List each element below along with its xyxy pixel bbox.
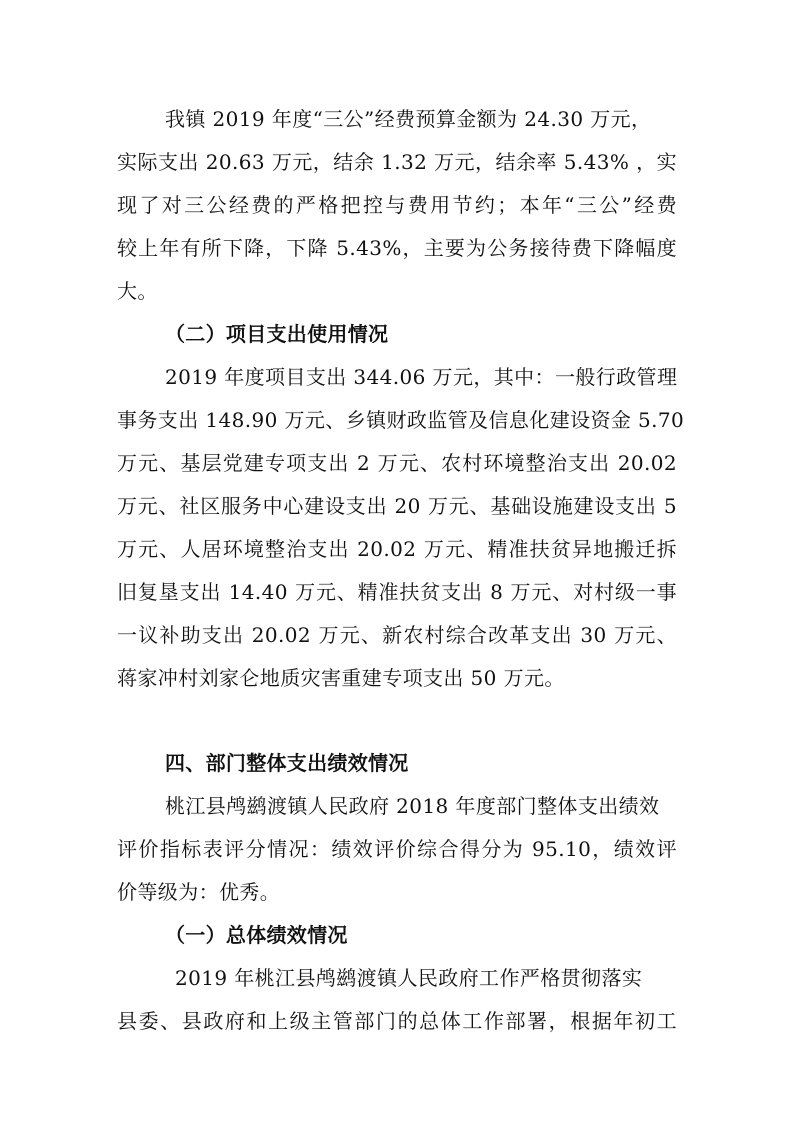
paragraph-line: 现了对三公经费的严格把控与费用节约；本年“三公”经费 [117,193,677,217]
subsection-heading-general-performance: （一）总体绩效情况 [165,923,348,947]
paragraph-line: 2019 年桃江县鸬鹚渡镇人民政府工作严格贯彻落实 [175,966,643,990]
section-heading-overall-performance: 四、部门整体支出绩效情况 [165,751,409,775]
paragraph-line: 价等级为：优秀。 [117,880,281,904]
paragraph-line: 一议补助支出 20.02 万元、新农村综合改革支出 30 万元、 [117,623,677,647]
paragraph-line: 我镇 2019 年度“三公”经费预算金额为 24.30 万元， [165,107,652,131]
paragraph-line: 事务支出 148.90 万元、乡镇财政监管及信息化建设资金 5.70 [117,408,685,432]
paragraph-line: 实际支出 20.63 万元，结余 1.32 万元，结余率 5.43% ，实 [117,150,677,174]
paragraph-line: 旧复垦支出 14.40 万元、精准扶贫支出 8 万元、对村级一事 [117,580,677,604]
paragraph-line: 万元、社区服务中心建设支出 20 万元、基础设施建设支出 5 [117,494,677,518]
paragraph-line: 桃江县鸬鹚渡镇人民政府 2018 年度部门整体支出绩效 [165,794,660,818]
paragraph-line: 评价指标表评分情况：绩效评价综合得分为 95.10，绩效评 [117,837,677,861]
paragraph-line: 2019 年度项目支出 344.06 万元，其中：一般行政管理 [165,365,678,389]
paragraph-line: 蒋家冲村刘家仑地质灾害重建专项支出 50 万元。 [117,666,565,690]
paragraph-line: 万元、基层党建专项支出 2 万元、农村环境整治支出 20.02 [117,451,677,475]
paragraph-line: 大。 [117,279,158,303]
section-heading-project-expenditure: （二）项目支出使用情况 [165,322,389,346]
paragraph-line: 县委、县政府和上级主管部门的总体工作部署，根据年初工 [117,1009,677,1033]
paragraph-line: 万元、人居环境整治支出 20.02 万元、精准扶贫异地搬迁拆 [117,537,677,561]
paragraph-line: 较上年有所下降，下降 5.43%，主要为公务接待费下降幅度 [117,236,677,260]
